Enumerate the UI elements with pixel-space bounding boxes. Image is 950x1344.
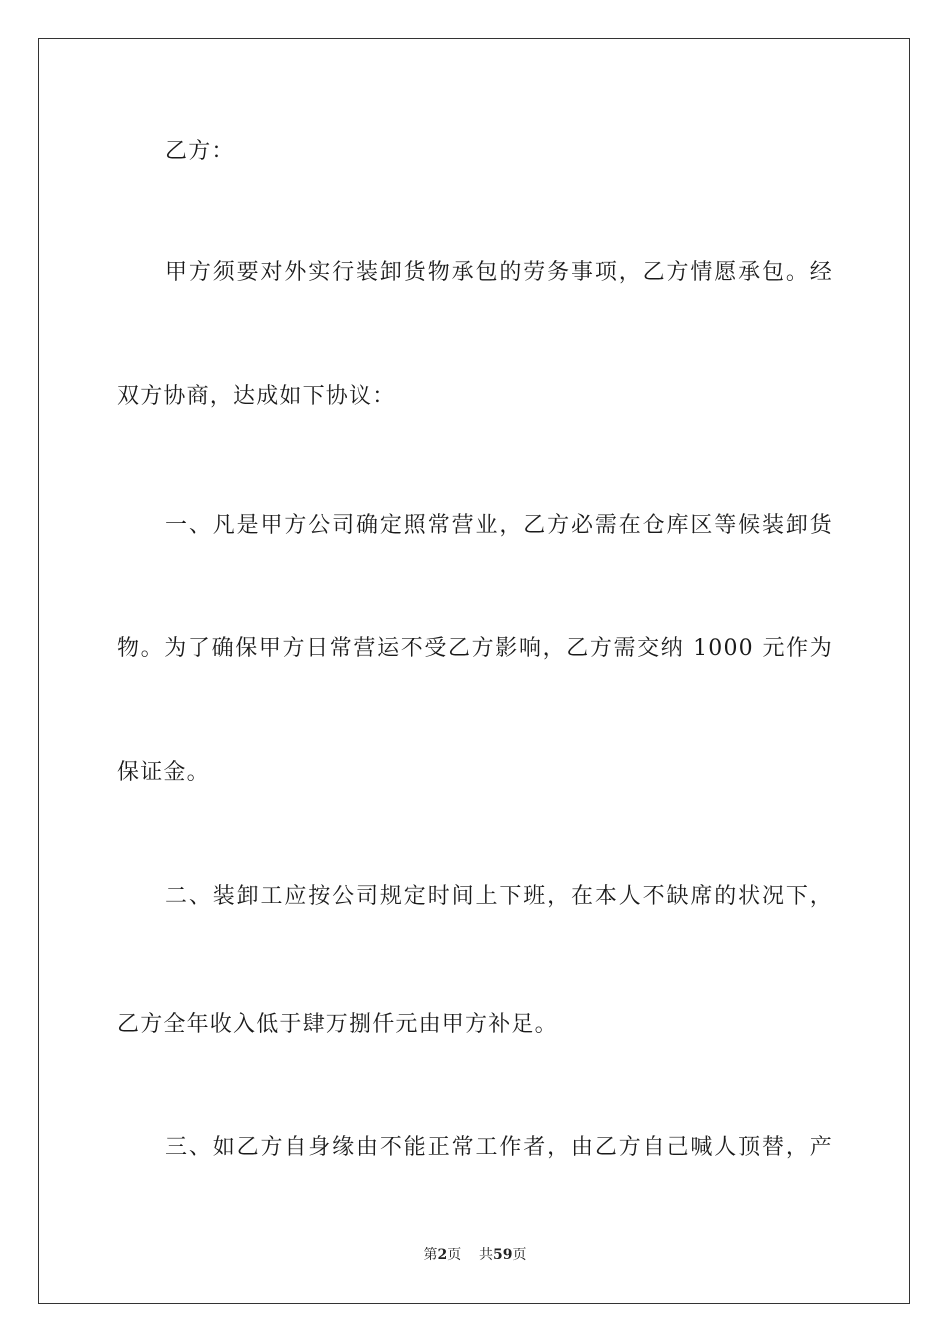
total-pages: 59: [493, 1247, 513, 1263]
text-line-party-b: 乙方：: [165, 139, 235, 164]
page-suffix: 页: [447, 1247, 462, 1263]
page-prefix: 第: [423, 1247, 438, 1263]
text-line-clause-3: 三、如乙方自身缘由不能正常工作者，由乙方自己喊人顶替，产: [165, 1135, 833, 1160]
page-number: 2: [437, 1247, 448, 1263]
text-line-intro: 甲方须要对外实行装卸货物承包的劳务事项，乙方情愿承包。经: [165, 260, 833, 285]
text-line-clause-1-end: 保证金。: [117, 760, 210, 785]
page-border: [38, 38, 910, 1304]
text-line-clause-2-cont: 乙方全年收入低于肆万捌仟元由甲方补足。: [117, 1012, 558, 1037]
text-line-intro-cont: 双方协商，达成如下协议：: [117, 384, 396, 409]
text-line-clause-2: 二、装卸工应按公司规定时间上下班，在本人不缺席的状况下，: [165, 884, 833, 909]
total-prefix: 共: [479, 1247, 494, 1263]
total-suffix: 页: [512, 1247, 527, 1263]
text-line-clause-1: 一、凡是甲方公司确定照常营业，乙方必需在仓库区等候装卸货: [165, 513, 833, 538]
page-footer: [0, 1246, 950, 1264]
text-line-clause-1-cont: 物。为了确保甲方日常营运不受乙方影响，乙方需交纳 1000 元作为: [117, 636, 833, 661]
